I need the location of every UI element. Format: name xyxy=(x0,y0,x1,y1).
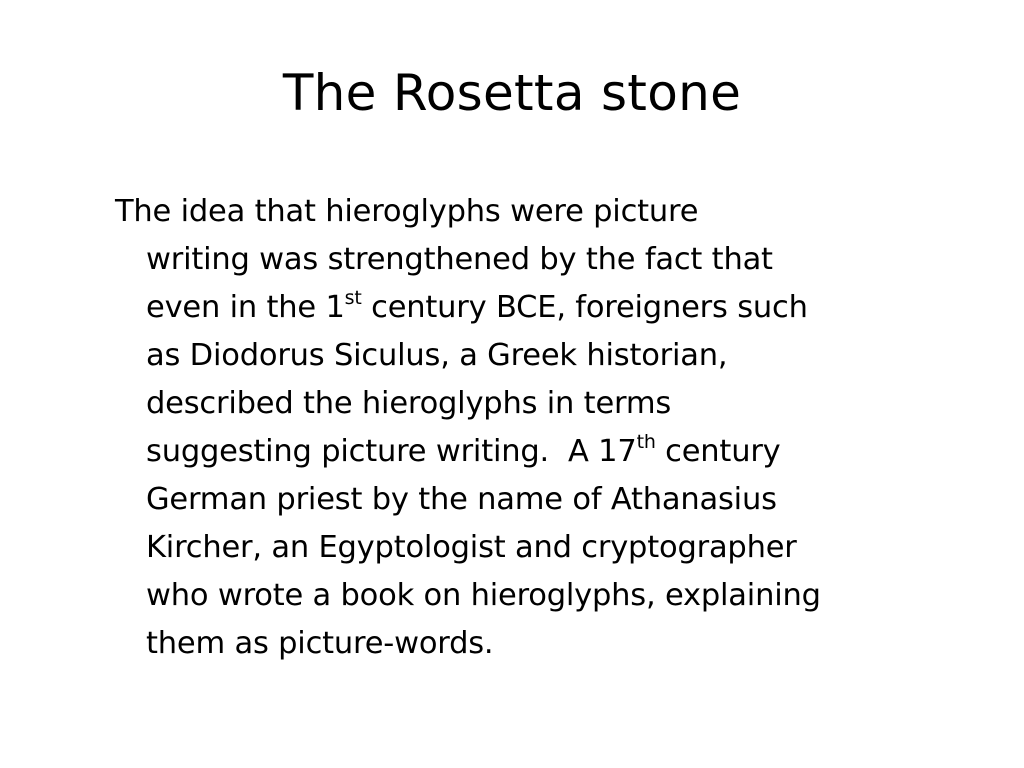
body-line-3-start: even in the 1 xyxy=(146,290,345,325)
body-line-5: described the hieroglyphs in terms xyxy=(146,386,672,421)
body-line-1: The idea that hieroglyphs were picture xyxy=(115,194,699,229)
body-line-3 xyxy=(115,284,975,332)
body-line-6 xyxy=(115,428,975,476)
body-line-7: German priest by the name of Athanasius xyxy=(146,482,777,517)
body-line-6-end: century xyxy=(655,434,781,469)
slide-title: The Rosetta stone xyxy=(282,64,742,122)
body-line-8: Kircher, an Egyptologist and cryptographer xyxy=(146,530,797,565)
body-line-2: writing was strengthened by the fact that xyxy=(146,242,773,277)
ordinal-superscript-th: th xyxy=(636,431,656,453)
slide-body-text xyxy=(115,188,975,668)
body-line-9: who wrote a book on hieroglyphs, explaining xyxy=(146,578,821,613)
body-line-10: them as picture-words. xyxy=(146,626,494,661)
body-line-3-end: century BCE, foreigners such xyxy=(361,290,808,325)
body-line-6-start: suggesting picture writing. A 17 xyxy=(146,434,637,469)
body-line-4: as Diodorus Siculus, a Greek historian, xyxy=(146,338,728,373)
ordinal-superscript-st: st xyxy=(344,287,362,309)
